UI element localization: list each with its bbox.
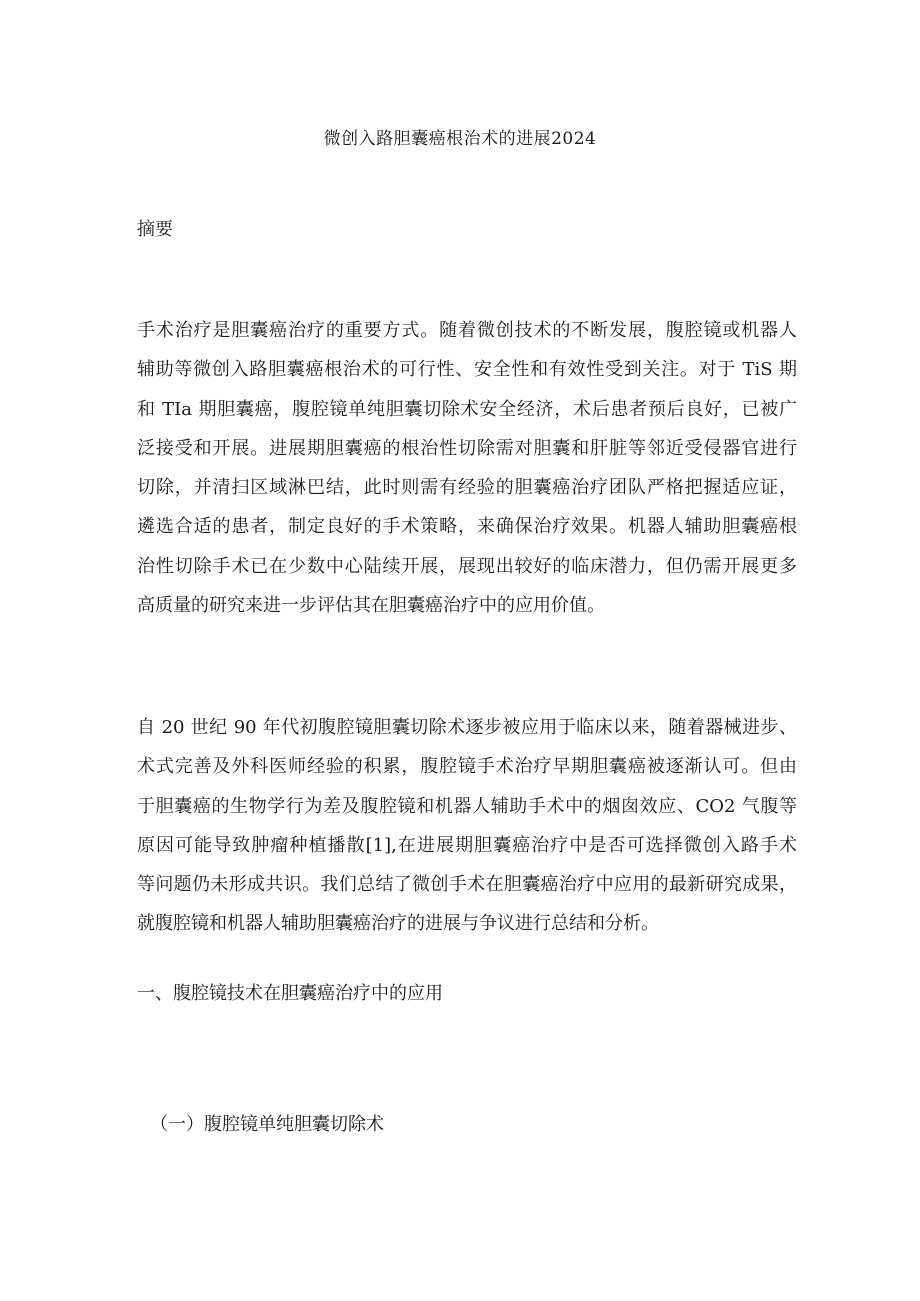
paragraph-line: 切除，并清扫区域淋巴结，此时则需有经验的胆囊癌治疗团队严格把握适应证， [137,477,797,499]
paragraph-line: 高质量的研究来进一步评估其在胆囊癌治疗中的应用价值。 [137,595,605,617]
subsection-heading: （一）腹腔镜单纯胆囊切除术 [150,1114,384,1135]
intro-paragraph [137,708,797,944]
paragraph-line: 遴选合适的患者，制定良好的手术策略，来确保治疗效果。机器人辅助胆囊癌根 [137,516,797,538]
section-heading: 一、腹腔镜技术在胆囊癌治疗中的应用 [137,983,443,1004]
paragraph-line: 辅助等微创入路胆囊癌根治术的可行性、安全性和有效性受到关注。对于 TiS 期 [137,359,797,381]
paragraph-line: 就腹腔镜和机器人辅助胆囊癌治疗的进展与争议进行总结和分析。 [137,913,659,935]
paragraph-line: 和 TIa 期胆囊癌，腹腔镜单纯胆囊切除术安全经济，术后患者预后良好，已被广 [137,398,797,420]
paragraph-line: 泛接受和开展。进展期胆囊癌的根治性切除需对胆囊和肝脏等邻近受侵器官进行 [137,437,797,459]
abstract-paragraph [137,311,797,625]
abstract-label: 摘要 [137,219,173,240]
paragraph-line: 治性切除手术已在少数中心陆续开展，展现出较好的临床潜力，但仍需开展更多 [137,555,797,577]
document-title: 微创入路胆囊癌根治术的进展2024 [323,129,597,149]
paragraph-line: 术式完善及外科医师经验的积累，腹腔镜手术治疗早期胆囊癌被逐渐认可。但由 [137,756,797,778]
paragraph-line: 自 20 世纪 90 年代初腹腔镜胆囊切除术逐步被应用于临床以来，随着器械进步、 [137,717,797,738]
paragraph-line: 等问题仍未形成共识。我们总结了微创手术在胆囊癌治疗中应用的最新研究成果， [137,874,797,896]
paragraph-line: 原因可能导致肿瘤种植播散[1],在进展期胆囊癌治疗中是否可选择微创入路手术 [137,834,797,856]
paragraph-line: 于胆囊癌的生物学行为差及腹腔镜和机器人辅助手术中的烟囱效应、CO2 气腹等 [137,795,797,817]
paragraph-line: 手术治疗是胆囊癌治疗的重要方式。随着微创技术的不断发展，腹腔镜或机器人 [137,320,797,341]
